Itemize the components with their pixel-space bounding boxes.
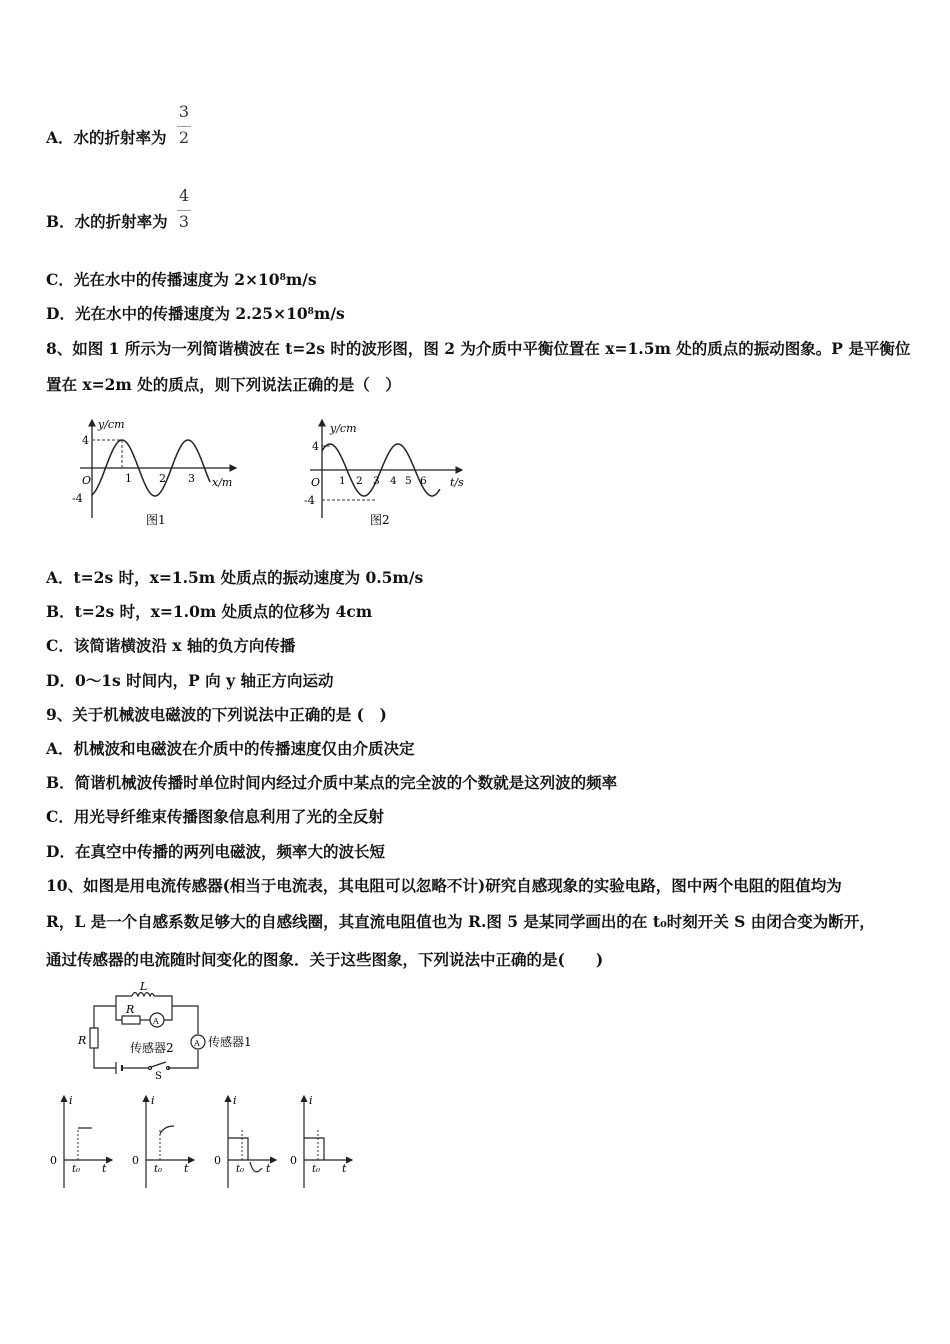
graph2-t0-label: t₀	[154, 1164, 163, 1175]
fig2-tick-1: 1	[339, 475, 346, 487]
graph2-zero-label: 0	[132, 1154, 139, 1167]
graph1-t0-label: t₀	[72, 1164, 81, 1175]
fig1-origin: O	[82, 474, 92, 487]
graph2-curve	[160, 1126, 174, 1134]
circuit-meter-1-label: A	[194, 1039, 200, 1048]
fig1-caption: 图1	[146, 513, 166, 527]
q8-stem-line1: 8、如图 1 所示为一列简谐横波在 t=2s 时的波形图，图 2 为介质中平衡位置在 x=1.5m 处的质点的振动图象。P 是平衡位	[46, 339, 911, 358]
graph4-t0-label: t₀	[312, 1164, 321, 1175]
option-d-text: D．光在水中的传播速度为 2.25×10	[46, 304, 308, 323]
option-b	[46, 212, 168, 232]
fig1-tick-2: 2	[159, 472, 166, 485]
graph4-zero-label: 0	[290, 1154, 297, 1167]
circuit-R-wire-right	[164, 1006, 172, 1020]
graph3-i-label: i	[233, 1094, 237, 1107]
graph1-i-label: i	[69, 1094, 73, 1107]
option-c-unit: m/s	[285, 270, 317, 289]
fig2-y-pos: 4	[312, 440, 319, 453]
option-c-exponent: 8	[279, 273, 286, 283]
option-b-numerator: 4	[178, 186, 190, 205]
fig2-caption: 图2	[370, 513, 390, 527]
q9-option-b: B．简谐机械波传播时单位时间内经过介质中某点的完全波的个数就是这列波的频率	[46, 773, 618, 792]
fig2-tick-2: 2	[356, 475, 363, 487]
graph2-t-label: t	[184, 1162, 189, 1175]
graph4-curve	[304, 1138, 324, 1160]
fig1-y-neg: -4	[72, 492, 83, 505]
circuit-L-wire-right	[154, 996, 172, 1006]
q10-stem-line1: 10、如图是用电流传感器(相当于电流表，其电阻可以忽略不计)研究自感现象的实验电路，图中两个电阻的阻值均为	[46, 876, 842, 895]
fig2-y-neg: -4	[304, 494, 315, 507]
graph4-t-label: t	[342, 1162, 347, 1175]
graph2-i-label: i	[151, 1094, 155, 1107]
circuit-label-sensor-2: 传感器2	[130, 1041, 174, 1055]
option-a-text: A．水的折射率为	[46, 128, 167, 147]
q8-option-b: B．t=2s 时，x=1.0m 处质点的位移为 4cm	[46, 602, 373, 621]
circuit-label-S: S	[155, 1071, 162, 1080]
current-time-graphs	[44, 1090, 354, 1192]
graph1-zero-label: 0	[50, 1154, 57, 1167]
graph3-t-label: t	[266, 1162, 271, 1175]
graph4-i-label: i	[309, 1094, 313, 1107]
q8-option-a: A．t=2s 时，x=1.5m 处质点的振动速度为 0.5m/s	[46, 568, 424, 587]
q10-stem-line2: R，L 是一个自感系数足够大的自感线圈，其直流电阻值也为 R.图 5 是某同学画出的在 t₀时刻开关 S 由闭合变为断开，	[46, 912, 875, 931]
q9-stem: 9、关于机械波电磁波的下列说法中正确的是 ( )	[46, 705, 387, 724]
option-c-text: C．光在水中的传播速度为 2×10	[46, 270, 280, 289]
q8-option-c: C．该简谐横波沿 x 轴的负方向传播	[46, 636, 296, 655]
circuit-label-L: L	[140, 980, 148, 993]
fig1-tick-3: 3	[188, 472, 195, 485]
fig2-xlabel: t/s	[450, 476, 464, 489]
fig1-y-pos: 4	[82, 434, 89, 447]
circuit-label-R-top: R	[126, 1003, 135, 1016]
switch-blade	[151, 1062, 166, 1067]
option-d-exponent: 8	[307, 307, 314, 317]
option-a-denominator: 2	[178, 128, 190, 147]
q9-option-c: C．用光导纤维束传播图象信息利用了光的全反射	[46, 807, 384, 826]
option-a-fraction-bar	[177, 126, 191, 127]
graph3-decay	[250, 1162, 262, 1172]
fig2-tick-5: 5	[405, 475, 412, 487]
inductor-coil	[132, 993, 154, 997]
fig1-xlabel: x/m	[212, 476, 233, 489]
option-b-text: B．水的折射率为	[46, 212, 168, 231]
option-b-fraction-bar	[177, 210, 191, 211]
graph3-before	[228, 1138, 248, 1160]
fig2-origin: O	[311, 476, 321, 489]
fig2-tick-4: 4	[390, 475, 397, 487]
q9-option-d: D．在真空中传播的两列电磁波，频率大的波长短	[46, 842, 385, 861]
resistor-top	[122, 1016, 140, 1024]
q8-option-d: D．0～1s 时间内，P 向 y 轴正方向运动	[46, 671, 334, 690]
circuit-top-left-wire	[94, 1006, 116, 1010]
option-a-numerator: 3	[178, 102, 190, 121]
circuit-label-sensor-1: 传感器1	[208, 1035, 252, 1049]
fig2-tick-6: 6	[420, 475, 427, 487]
resistor-left	[90, 1028, 98, 1048]
q10-stem-line3: 通过传感器的电流随时间变化的图象．关于这些图象，下列说法中正确的是( )	[46, 950, 604, 969]
option-d-unit: m/s	[313, 304, 345, 323]
option-d	[46, 304, 345, 324]
option-b-denominator: 3	[178, 212, 190, 231]
circuit-R-wire-left	[116, 1006, 122, 1020]
fig2-ylabel: y/cm	[330, 422, 357, 435]
circuit-label-R-left: R	[78, 1034, 87, 1047]
option-c	[46, 270, 317, 290]
q9-option-a: A．机械波和电磁波在介质中的传播速度仅由介质决定	[46, 739, 415, 758]
circuit-right-wire	[172, 1006, 198, 1034]
graph3-zero-label: 0	[214, 1154, 221, 1167]
graph3-t0-label: t₀	[236, 1164, 245, 1175]
q8-stem-line2: 置在 x=2m 处的质点，则下列说法正确的是（ ）	[46, 375, 401, 394]
circuit-diagram	[72, 980, 272, 1080]
graph1-t-label: t	[102, 1162, 107, 1175]
fig1-ylabel: y/cm	[98, 418, 125, 431]
figure-1-wave-graph	[70, 414, 250, 538]
figure-2-vibration-graph	[298, 414, 470, 538]
fig2-tick-3: 3	[373, 475, 380, 487]
fig1-tick-1: 1	[125, 472, 132, 485]
circuit-meter-2-label: A	[153, 1017, 159, 1026]
option-a	[46, 128, 167, 148]
